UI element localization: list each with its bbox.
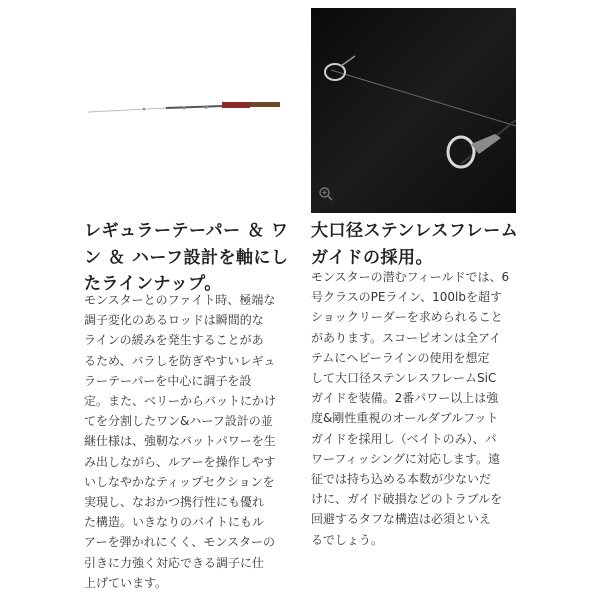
zoom-icon[interactable] — [318, 186, 334, 202]
rod-reel-seat — [222, 102, 250, 108]
rod-product-image — [84, 8, 289, 213]
rod-guide-small — [183, 107, 186, 110]
rod-guide-small — [204, 105, 208, 109]
feature-title-line-taper: レギュラーテーパー ＆ ワ ン ＆ ハーフ設計を軸にし たラインナップ。 — [84, 221, 289, 294]
feature-description-line-taper: モンスターとのファイト時、極端な 調子変化のあるロッドは瞬間的な ラインの緩みを発生することがあ るため、バラしを防ぎやすいレギュ ラーテーパーを中心に調子を設 定。また、ベリーからバットにかけ てを分割したワン&ハーフ設計の並 継仕様は、強靭なバットパワーを生 み出しながら、ルアーを操作しやす いしなやかなティップセクションを 実現し、なおかつ携行性にも優れ た構造。いきなりのバイトにもル アーを弾かれにくく、モンスターの 引きに力強く対応できる調子に仕 上げています。 — [84, 293, 277, 590]
fishing-rod-illustration — [84, 8, 289, 213]
rod-handle — [250, 102, 280, 107]
rod-guide-closeup-image — [311, 8, 516, 213]
rod-tip-section — [88, 108, 166, 112]
feature-description-guide: モンスターの潜むフィールドでは、6 号クラスのPEライン、100lbを超す ショックリーダーを求められること があります。スコーピオンは全アイ テムにヘビーラインの使用を想定 して大口径ステンレスフレームSiC ガイドを装備。2番パワー以上は強 度&剛性重視のオールダブルフット ガイドを採用し（ベイトのみ）、パ ワーフィッシングに対応します。遠 征では持ち込める本数が少ないだ けに、ガイド破損などのトラブルを 回避するタフな構造は必須といえ るでしょう。 — [311, 270, 510, 547]
rod-guide-small — [143, 108, 145, 110]
feature-title-guide: 大口径ステンレスフレーム ガイドの採用。 — [311, 221, 519, 268]
guide-closeup-illustration — [311, 8, 516, 213]
